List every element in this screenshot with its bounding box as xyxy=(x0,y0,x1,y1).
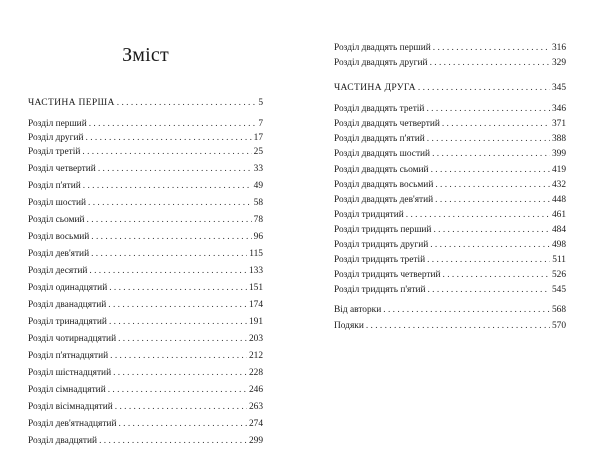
leader-dots xyxy=(98,162,252,176)
leader-dots xyxy=(110,349,247,363)
leader-dots xyxy=(443,268,550,282)
toc-entry-label: Розділ двадцять четвертий xyxy=(334,119,440,129)
toc-entry[interactable] xyxy=(28,417,263,431)
toc-entry-label: Розділ шостий xyxy=(28,198,87,208)
toc-page-number: 299 xyxy=(248,436,263,446)
toc-entry-label: Розділ п'ятий xyxy=(28,181,81,191)
toc-entry-label: ЧАСТИНА ПЕРША xyxy=(28,97,115,108)
toc-entry-label: Розділ третій xyxy=(28,147,81,157)
toc-entry-label: Розділ тридцять другий xyxy=(334,240,429,250)
toc-page-number: 191 xyxy=(248,317,263,327)
toc-page-number: 329 xyxy=(551,58,566,68)
toc-page-number: 49 xyxy=(253,181,263,191)
toc-page-number: 448 xyxy=(551,195,566,205)
toc-entry[interactable] xyxy=(28,366,263,380)
toc-page-number: 228 xyxy=(248,368,263,378)
toc-entry[interactable] xyxy=(28,230,263,244)
leader-dots xyxy=(430,56,550,70)
toc-page-number: 274 xyxy=(248,419,263,429)
leader-dots xyxy=(108,383,247,397)
leader-dots xyxy=(427,253,550,267)
toc-page-number: 432 xyxy=(551,180,566,190)
leader-dots xyxy=(87,213,252,227)
toc-page-number: 96 xyxy=(253,232,263,242)
toc-entry-label: Розділ дванадцятий xyxy=(28,300,107,310)
leader-dots xyxy=(118,332,247,346)
leader-dots xyxy=(430,238,550,252)
toc-entry-label: Розділ п'ятнадцятий xyxy=(28,351,109,361)
toc-page-number: 58 xyxy=(253,198,263,208)
leader-dots xyxy=(89,264,247,278)
toc-entry-label: Розділ вісімнадцятий xyxy=(28,402,113,412)
toc-entry[interactable] xyxy=(28,117,263,131)
toc-entry-label: Розділ двадцять п'ятий xyxy=(334,134,425,144)
toc-entry[interactable] xyxy=(28,264,263,278)
toc-entry[interactable] xyxy=(28,213,263,227)
leader-dots xyxy=(118,417,246,431)
toc-page-number: 174 xyxy=(248,300,263,310)
toc-page-number: 399 xyxy=(551,149,566,159)
toc-page-number: 246 xyxy=(248,385,263,395)
toc-entry[interactable] xyxy=(28,145,263,159)
toc-entry-label: Розділ шістнадцятий xyxy=(28,368,112,378)
toc-page-number: 133 xyxy=(248,266,263,276)
toc-entry[interactable] xyxy=(28,298,263,312)
toc-page-number: 419 xyxy=(551,165,566,175)
toc-page-number: 151 xyxy=(248,283,263,293)
toc-page-number: 33 xyxy=(253,164,263,174)
toc-entry[interactable] xyxy=(28,434,263,448)
toc-entry-label: Розділ перший xyxy=(28,119,87,129)
toc-entry-label: Розділ двадцять шостий xyxy=(334,149,431,159)
toc-entry[interactable] xyxy=(334,163,566,177)
toc-entry-label: Розділ другий xyxy=(28,133,84,143)
toc-entry-label: Розділ одинадцятий xyxy=(28,283,108,293)
toc-page-number: 203 xyxy=(248,334,263,344)
toc-entry-label: Розділ четвертий xyxy=(28,164,96,174)
leader-dots xyxy=(427,132,550,146)
leader-dots xyxy=(432,147,550,161)
leader-dots xyxy=(99,434,247,448)
toc-entry-label: Розділ двадцять перший xyxy=(334,43,431,53)
toc-entry-label: Розділ двадцять дев'ятий xyxy=(334,195,434,205)
toc-page-number: 498 xyxy=(551,240,566,250)
toc-entry[interactable] xyxy=(28,383,263,397)
leader-dots xyxy=(91,247,247,261)
leader-dots xyxy=(113,366,247,380)
page-title: Зміст xyxy=(122,44,169,66)
toc-page-number: 568 xyxy=(551,305,566,315)
leader-dots xyxy=(117,96,257,110)
leader-dots xyxy=(433,41,550,55)
toc-entry[interactable] xyxy=(334,117,566,131)
toc-entry-label: ЧАСТИНА ДРУГА xyxy=(334,82,416,93)
leader-dots xyxy=(115,400,247,414)
toc-page-number: 345 xyxy=(551,83,566,93)
toc-entry-label: Розділ тридцять четвертий xyxy=(334,270,441,280)
leader-dots xyxy=(91,230,251,244)
toc-entry-label: Розділ тридцять третій xyxy=(334,255,426,265)
toc-entry[interactable] xyxy=(28,315,263,329)
leader-dots xyxy=(109,315,247,329)
toc-entry-label: Від авторки xyxy=(334,305,382,315)
toc-page-number: 115 xyxy=(249,249,263,259)
leader-dots xyxy=(88,196,252,210)
toc-page-number: 17 xyxy=(253,133,263,143)
toc-entry-label: Розділ чотирнадцятий xyxy=(28,334,117,344)
toc-entry[interactable] xyxy=(28,332,263,346)
toc-entry-label: Розділ сімнадцятий xyxy=(28,385,106,395)
leader-dots xyxy=(433,223,549,237)
leader-dots xyxy=(366,319,550,333)
toc-page-number: 371 xyxy=(551,119,566,129)
leader-dots xyxy=(89,117,257,131)
toc-entry-label: Розділ двадцятий xyxy=(28,436,98,446)
toc-page-number: 388 xyxy=(551,134,566,144)
toc-entry-label: Подяки xyxy=(334,321,364,331)
toc-entry-label: Розділ двадцять восьмий xyxy=(334,180,434,190)
toc-page-number: 316 xyxy=(551,43,566,53)
toc-entry[interactable] xyxy=(28,349,263,363)
toc-entry[interactable] xyxy=(28,400,263,414)
toc-entry-label: Розділ десятий xyxy=(28,266,88,276)
toc-entry-label: Розділ сьомий xyxy=(28,215,85,225)
leader-dots xyxy=(431,163,550,177)
leader-dots xyxy=(82,145,251,159)
leader-dots xyxy=(427,283,549,297)
leader-dots xyxy=(426,102,550,116)
toc-entry-label: Розділ восьмий xyxy=(28,232,90,242)
toc-page-number: 263 xyxy=(248,402,263,412)
toc-entry[interactable] xyxy=(334,319,566,333)
toc-entry[interactable] xyxy=(334,178,566,192)
leader-dots xyxy=(442,117,550,131)
toc-entry[interactable] xyxy=(334,193,566,207)
toc-page-number: 511 xyxy=(552,255,566,265)
leader-dots xyxy=(418,81,550,95)
toc-entry[interactable] xyxy=(28,281,263,295)
toc-entry-label: Розділ тридцятий xyxy=(334,210,404,220)
toc-page-number: 545 xyxy=(551,285,566,295)
toc-entry[interactable] xyxy=(334,283,566,297)
toc-page-number: 78 xyxy=(253,215,263,225)
toc-entry[interactable] xyxy=(334,268,566,282)
toc-entry[interactable] xyxy=(28,196,263,210)
toc-entry[interactable] xyxy=(28,247,263,261)
toc-entry[interactable] xyxy=(334,132,566,146)
toc-page-number: 461 xyxy=(551,210,566,220)
toc-entry-label: Розділ тринадцятий xyxy=(28,317,107,327)
leader-dots xyxy=(108,298,247,312)
leader-dots xyxy=(435,178,550,192)
toc-entry[interactable] xyxy=(334,238,566,252)
toc-entry[interactable] xyxy=(334,253,566,267)
toc-entry-label: Розділ двадцять сьомий xyxy=(334,165,429,175)
toc-entry-label: Розділ дев'ятий xyxy=(28,249,90,259)
toc-entry[interactable] xyxy=(334,303,566,317)
toc-page-number: 526 xyxy=(551,270,566,280)
toc-entry[interactable] xyxy=(334,208,566,222)
toc-page-number: 5 xyxy=(258,98,263,108)
toc-page-number: 484 xyxy=(551,225,566,235)
toc-page-number: 570 xyxy=(551,321,566,331)
toc-entry[interactable] xyxy=(334,223,566,237)
toc-entry-label: Розділ тридцять перший xyxy=(334,225,432,235)
toc-entry[interactable] xyxy=(28,131,263,145)
leader-dots xyxy=(83,179,252,193)
toc-entry[interactable] xyxy=(28,179,263,193)
toc-entry[interactable] xyxy=(334,102,566,116)
toc-page-number: 212 xyxy=(248,351,263,361)
toc-page-number: 25 xyxy=(253,147,263,157)
leader-dots xyxy=(435,193,550,207)
toc-entry-label: Розділ двадцять третій xyxy=(334,104,425,114)
toc-entry-label: Розділ двадцять другий xyxy=(334,58,428,68)
toc-part-heading[interactable] xyxy=(28,96,263,110)
toc-entry[interactable] xyxy=(334,56,566,70)
leader-dots xyxy=(109,281,247,295)
toc-entry-label: Розділ дев'ятнадцятий xyxy=(28,419,117,429)
leader-dots xyxy=(383,303,550,317)
toc-part-heading[interactable] xyxy=(334,81,566,95)
toc-entry[interactable] xyxy=(334,147,566,161)
toc-page-number: 346 xyxy=(551,104,566,114)
toc-entry-label: Розділ тридцять п'ятий xyxy=(334,285,426,295)
leader-dots xyxy=(406,208,550,222)
toc-entry[interactable] xyxy=(334,41,566,55)
toc-entry[interactable] xyxy=(28,162,263,176)
leader-dots xyxy=(86,131,252,145)
toc-page-number: 7 xyxy=(258,119,263,129)
